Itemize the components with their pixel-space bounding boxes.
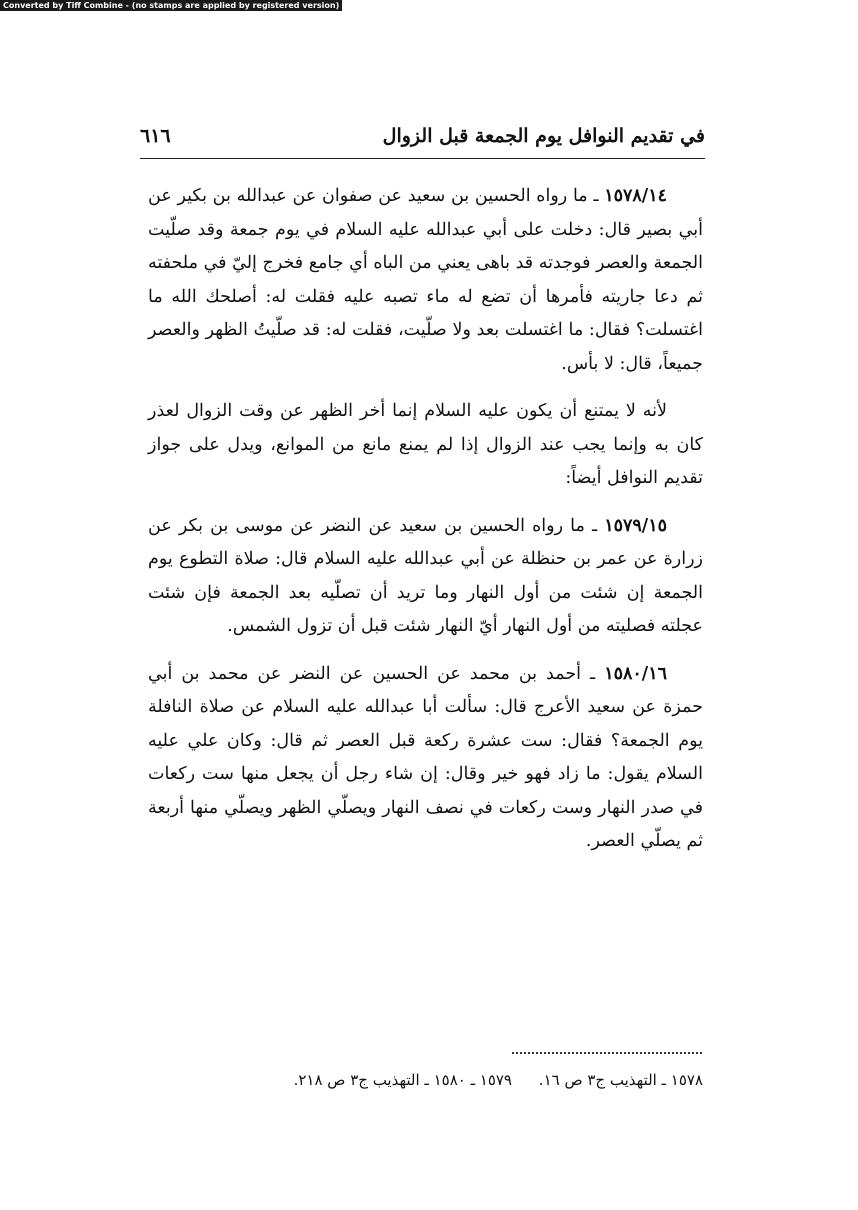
footnotes	[148, 1068, 703, 1092]
header-title: في تقديم النوافل يوم الجمعة قبل الزوال	[382, 125, 705, 147]
hadith-paragraph-1579	[148, 510, 703, 644]
running-header	[140, 118, 705, 154]
footnote-divider	[512, 1052, 702, 1054]
page-number: ٦١٦	[140, 125, 171, 147]
commentary-paragraph	[148, 395, 703, 496]
main-text	[148, 180, 703, 873]
hadith-number: ١٥٧٩/١٥	[604, 515, 667, 536]
hadith-text: ـ ما رواه الحسين بن سعيد عن صفوان عن عبدالله بن بكير عن أبي بصير قال: دخلت على أبي عبدالله عليه السلام في يوم جمعة وقد صلّيت الجمعة والعصر فوجدته قد باهى يعني من الباه أي جامع فخرج إليّ في ملحفته ثم دعا جاريته فأمرها أن تضع له ماء تصبه عليه فقلت له: أصلحك الله ما اغتسلت؟ فقال: ما اغتسلت بعد ولا صلّيت، فقلت له: قد صلّيتُ الظهر والعصر جميعاً، قال: لا بأس.	[148, 186, 703, 374]
footnote-1578: ١٥٧٨ ـ التهذيب ج٣ ص ١٦.	[538, 1071, 703, 1089]
converter-banner: Converted by Tiff Combine - (no stamps are applied by registered version)	[0, 0, 342, 11]
hadith-paragraph-1578	[148, 180, 703, 381]
hadith-number: ١٥٧٨/١٤	[604, 186, 667, 206]
footnote-1579-1580: ١٥٧٩ ـ ١٥٨٠ ـ التهذيب ج٣ ص ٢١٨.	[293, 1071, 512, 1089]
hadith-number: ١٥٨٠/١٦	[604, 663, 667, 684]
hadith-text: ـ ما رواه الحسين بن سعيد عن النضر عن موسى بن بكر عن زرارة عن عمر بن حنظلة عن أبي عبدالله عليه السلام قال: صلاة التطوع يوم الجمعة إن شئت من أول النهار وما تريد أن تصلّيه بعد الجمعة فإن شئت عجلته فصليته من أول النهار أيّ النهار شئت قبل أن تزول الشمس.	[148, 515, 703, 636]
hadith-paragraph-1580	[148, 658, 703, 859]
header-divider	[140, 158, 705, 159]
commentary-text: لأنه لا يمتنع أن يكون عليه السلام إنما أخر الظهر عن وقت الزوال لعذر كان به وإنما يجب عند الزوال إذا لم يمنع مانع من الموانع، ويدل على جواز تقديم النوافل أيضاً:	[148, 401, 703, 488]
hadith-text: ـ أحمد بن محمد عن الحسين عن النضر عن محمد بن أبي حمزة عن سعيد الأعرج قال: سألت أبا عبدالله عليه السلام عن صلاة النافلة يوم الجمعة؟ فقال: ست عشرة ركعة قبل العصر ثم قال: وكان علي عليه السلام يقول: ما زاد فهو خير وقال: إن شاء رجل أن يجعل منها ست ركعات في صدر النهار وست ركعات في نصف النهار ويصلّي الظهر ويصلّي منها أربعة ثم يصلّي العصر.	[148, 663, 703, 851]
